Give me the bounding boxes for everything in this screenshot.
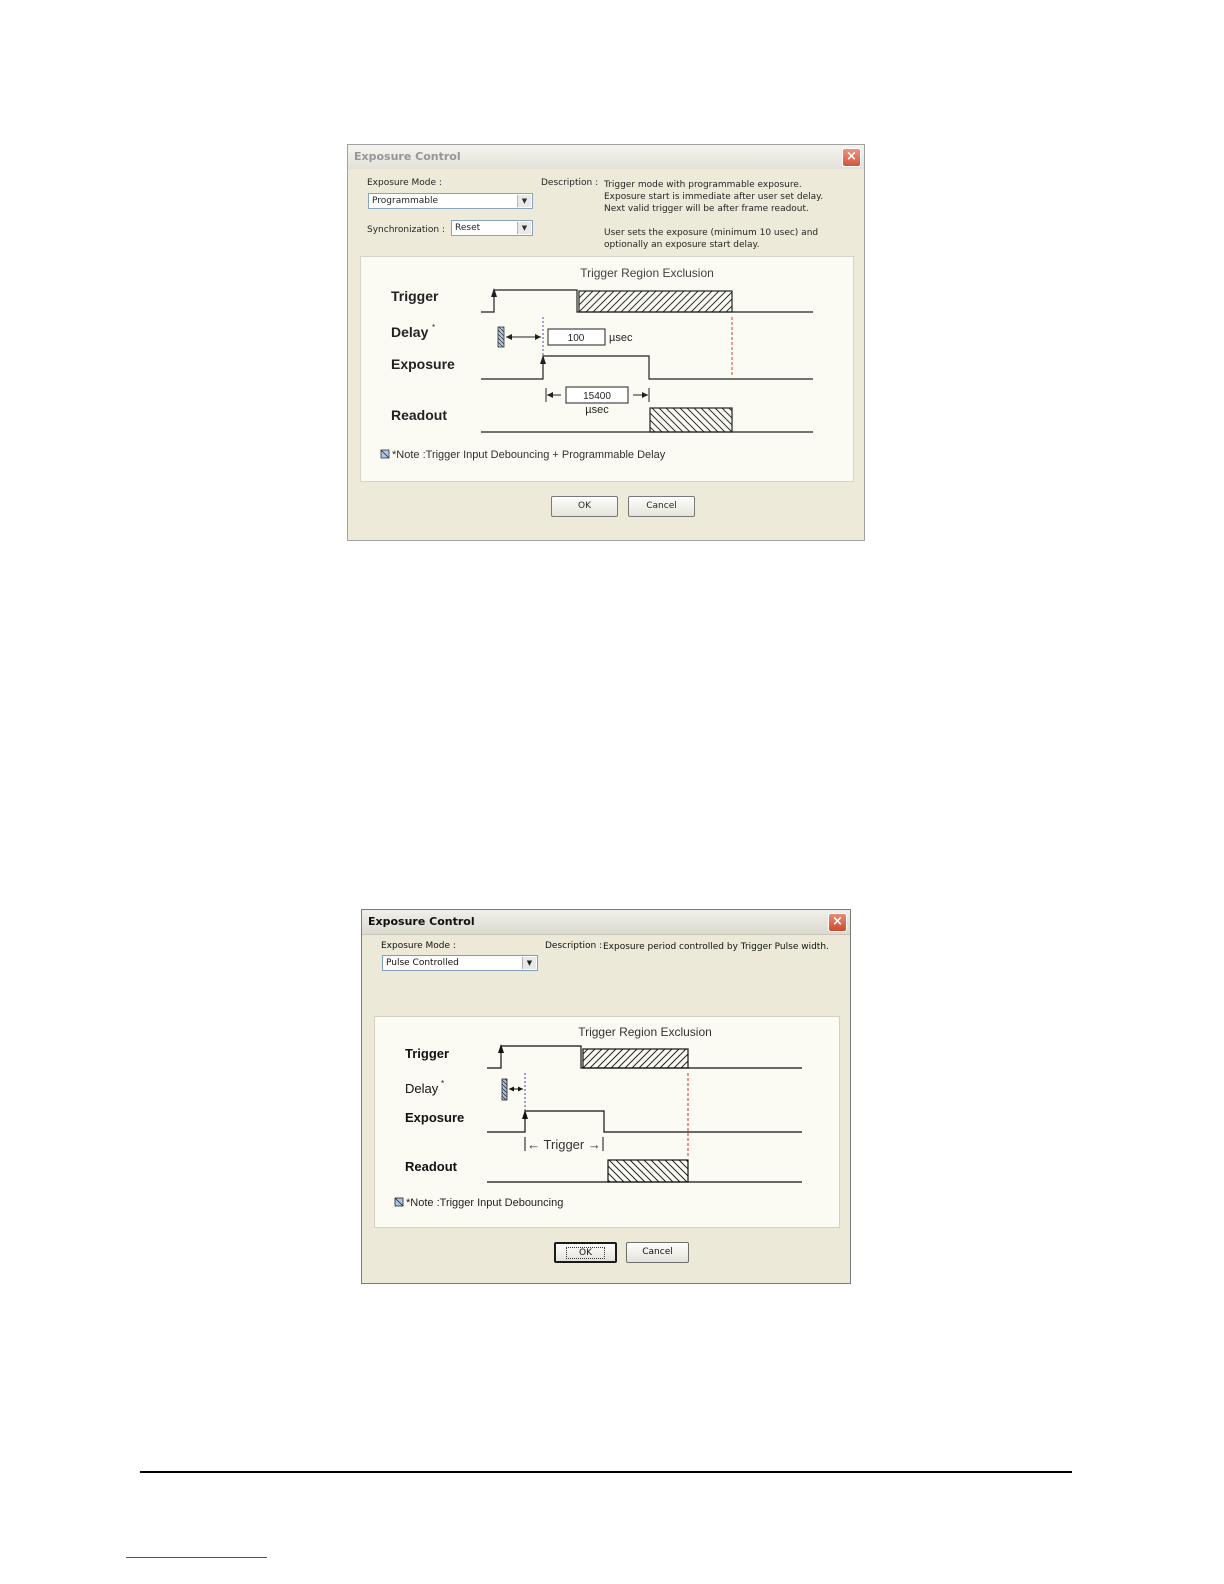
- delay-asterisk: *: [441, 1079, 445, 1088]
- ok-button-label: OK: [578, 501, 591, 511]
- close-icon: ×: [832, 914, 843, 929]
- pulse-width-label: ← Trigger →: [527, 1137, 601, 1152]
- exposure-waveform: [487, 1111, 802, 1132]
- description-line: Trigger mode with programmable exposure.: [604, 180, 802, 190]
- readout-region: [608, 1160, 688, 1182]
- timing-diagram: [375, 1017, 841, 1229]
- close-button[interactable]: [842, 148, 861, 167]
- description-label: Description :: [541, 178, 599, 188]
- exposure-mode-select[interactable]: [382, 955, 538, 971]
- title-bar[interactable]: [362, 910, 850, 935]
- readout-label: Readout: [405, 1159, 457, 1174]
- chevron-down-icon[interactable]: ▼: [517, 222, 531, 234]
- readout-label: Readout: [391, 407, 447, 423]
- synchronization-value: Reset: [455, 223, 481, 233]
- arrow-up-icon: [498, 1044, 504, 1053]
- trigger-label: Trigger: [391, 288, 439, 304]
- ok-button-label: OK: [567, 1248, 604, 1258]
- cancel-button[interactable]: [626, 1242, 689, 1263]
- timing-diagram-panel: [360, 256, 854, 482]
- cancel-button-label: Cancel: [642, 1247, 673, 1257]
- dialog-title: Exposure Control: [354, 150, 461, 163]
- delay-asterisk: *: [432, 323, 436, 332]
- exposure-mode-label: Exposure Mode :: [367, 178, 442, 188]
- ok-button[interactable]: [551, 496, 618, 517]
- trigger-exclusion-region: [579, 291, 732, 312]
- delay-label: Delay: [391, 324, 429, 340]
- timing-diagram-panel: [374, 1016, 840, 1228]
- trigger-label: Trigger: [405, 1046, 450, 1061]
- synchronization-label: Synchronization :: [367, 225, 445, 235]
- exposure-mode-label: Exposure Mode :: [381, 941, 456, 951]
- description-line: optionally an exposure start delay.: [604, 240, 760, 250]
- exposure-value: 15400: [583, 391, 611, 402]
- description-text: [604, 179, 823, 251]
- region-title: Trigger Region Exclusion: [580, 266, 714, 280]
- description-line: Next valid trigger will be after frame readout.: [604, 204, 809, 214]
- exposure-control-dialog-programmable: [347, 144, 865, 541]
- exposure-mode-value: Programmable: [372, 196, 439, 206]
- arrow-left-icon: [509, 1087, 514, 1092]
- trigger-exclusion-region: [583, 1049, 688, 1068]
- description-line: [604, 215, 823, 227]
- arrow-left-icon: [547, 392, 553, 398]
- exposure-waveform: [481, 356, 813, 379]
- chevron-down-icon[interactable]: ▼: [522, 957, 536, 969]
- exposure-control-dialog-pulse: [361, 909, 851, 1284]
- exposure-unit: µsec: [585, 404, 609, 416]
- region-title: Trigger Region Exclusion: [578, 1025, 712, 1039]
- title-bar[interactable]: [348, 145, 864, 169]
- delay-value: 100: [567, 333, 585, 344]
- exposure-label: Exposure: [391, 356, 455, 372]
- readout-region: [650, 408, 732, 432]
- exposure-mode-select[interactable]: [368, 193, 533, 209]
- dialog-title: Exposure Control: [368, 915, 475, 928]
- close-button[interactable]: [828, 913, 847, 932]
- arrow-right-icon: [642, 392, 648, 398]
- timing-diagram: [361, 257, 855, 483]
- footer-rule: [140, 1471, 1072, 1473]
- delay-label: Delay: [405, 1081, 439, 1096]
- delay-unit: µsec: [609, 332, 633, 344]
- description-label: Description :: [545, 941, 603, 951]
- debounce-hatch: [502, 1079, 507, 1100]
- exposure-mode-value: Pulse Controlled: [386, 958, 459, 968]
- exposure-label: Exposure: [405, 1110, 465, 1125]
- chevron-down-icon[interactable]: ▼: [517, 195, 531, 207]
- close-icon: ×: [846, 149, 857, 164]
- arrow-right-icon: [518, 1087, 523, 1092]
- note-text: *Note :Trigger Input Debouncing: [406, 1197, 564, 1209]
- ok-button[interactable]: [554, 1242, 617, 1263]
- description-line: Exposure start is immediate after user set delay.: [604, 192, 824, 202]
- cancel-button[interactable]: [628, 496, 695, 517]
- arrow-up-icon: [491, 288, 497, 297]
- arrow-right-icon: [535, 334, 541, 340]
- debounce-hatch: [498, 327, 504, 347]
- arrow-left-icon: [506, 334, 512, 340]
- footer-link-underline[interactable]: [126, 1557, 267, 1558]
- note-text: *Note :Trigger Input Debouncing + Programmable Delay: [392, 449, 666, 461]
- cancel-button-label: Cancel: [646, 501, 677, 511]
- description-line: User sets the exposure (minimum 10 usec) and: [604, 228, 819, 238]
- synchronization-select[interactable]: [451, 220, 533, 236]
- description-text: Exposure period controlled by Trigger Pulse width.: [603, 942, 829, 952]
